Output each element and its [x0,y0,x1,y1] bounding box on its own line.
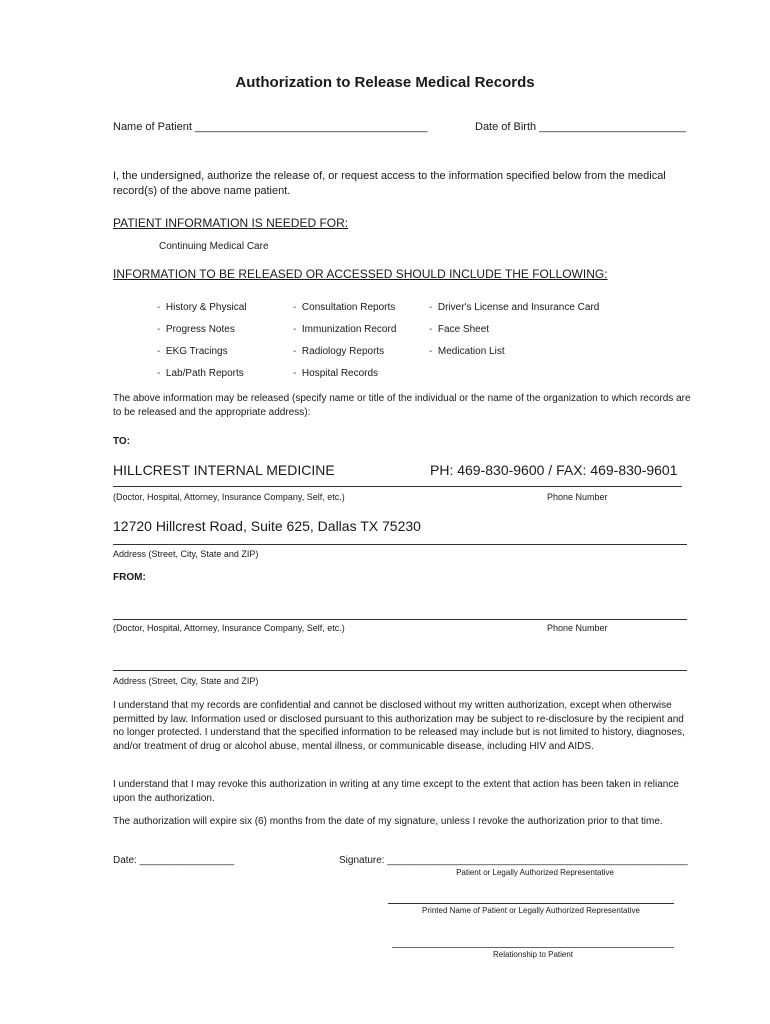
to-label: TO: [113,436,131,447]
printed-name-caption: Printed Name of Patient or Legally Authorized Representative [422,906,640,915]
list-item: - Face Sheet [429,324,490,335]
release-note: The above information may be released (specify name or title of the individual or the name of the organization to which records are to be released and the appropriate address): [113,393,691,418]
signature-field: Signature: ______________________________________________________ [339,855,688,866]
needed-for-heading: PATIENT INFORMATION IS NEEDED FOR: [113,216,349,230]
relationship-line [392,947,674,948]
to-address-caption: Address (Street, City, State and ZIP) [113,549,259,559]
to-recipient-name: HILLCREST INTERNAL MEDICINE [113,462,335,478]
expiration-paragraph: The authorization will expire six (6) months from the date of my signature, unless I revoke the authorization prior to that time. [113,816,663,827]
printed-name-line [388,903,674,904]
to-address: 12720 Hillcrest Road, Suite 625, Dallas TX 75230 [113,518,421,534]
intro-paragraph: I, the undersigned, authorize the release of, or request access to the information specified below from the medical record(s) of the above name patient. [113,170,666,197]
from-name-caption: (Doctor, Hospital, Attorney, Insurance Company, Self, etc.) [113,623,345,633]
list-item: - Progress Notes [157,324,235,335]
from-phone-caption: Phone Number [547,623,608,633]
revocation-paragraph: I understand that I may revoke this authorization in writing at any time except to the extent that action has been taken in reliance upon the authorization. [113,779,679,804]
list-item: - Radiology Reports [293,346,385,357]
signature-caption: Patient or Legally Authorized Representative [456,868,614,877]
to-recipient-phone: PH: 469-830-9600 / FAX: 469-830-9601 [430,462,678,478]
list-item: - Medication List [429,346,505,357]
to-name-caption: (Doctor, Hospital, Attorney, Insurance Company, Self, etc.) [113,492,345,502]
confidentiality-paragraph: I understand that my records are confidential and cannot be disclosed without my written authorization, except when otherwise permitted by law. Information used or disclosed pursuant to this authorization may be subject to re-disclosure by the recipient and no longer protected. I understand that the specified information to be released may include but is not limited to history, diagnoses, and/or treatment of drug or alcohol abuse, mental illness, or communicable disease, including HIV and AIDS. [113,700,685,752]
list-item: - Immunization Record [293,324,397,335]
patient-name-field: Name of Patient ______________________________________ [113,121,428,133]
from-address-line [113,670,687,671]
list-item: - Lab/Path Reports [157,368,244,379]
list-item: - Driver's License and Insurance Card [429,302,600,313]
needed-for-value: Continuing Medical Care [159,241,269,252]
to-address-line [113,544,687,545]
date-of-birth-field: Date of Birth ________________________ [475,121,687,133]
to-name-line [113,486,682,487]
list-item: - Consultation Reports [293,302,396,313]
include-heading: INFORMATION TO BE RELEASED OR ACCESSED SHOULD INCLUDE THE FOLLOWING: [113,267,608,281]
date-field: Date: _________________ [113,855,235,866]
from-address-caption: Address (Street, City, State and ZIP) [113,676,259,686]
list-item: - Hospital Records [293,368,379,379]
document-title: Authorization to Release Medical Records [235,74,535,91]
from-label: FROM: [113,572,146,583]
list-item: - EKG Tracings [157,346,228,357]
from-name-line [113,619,687,620]
to-phone-caption: Phone Number [547,492,608,502]
list-item: - History & Physical [157,302,247,313]
relationship-caption: Relationship to Patient [492,950,574,959]
